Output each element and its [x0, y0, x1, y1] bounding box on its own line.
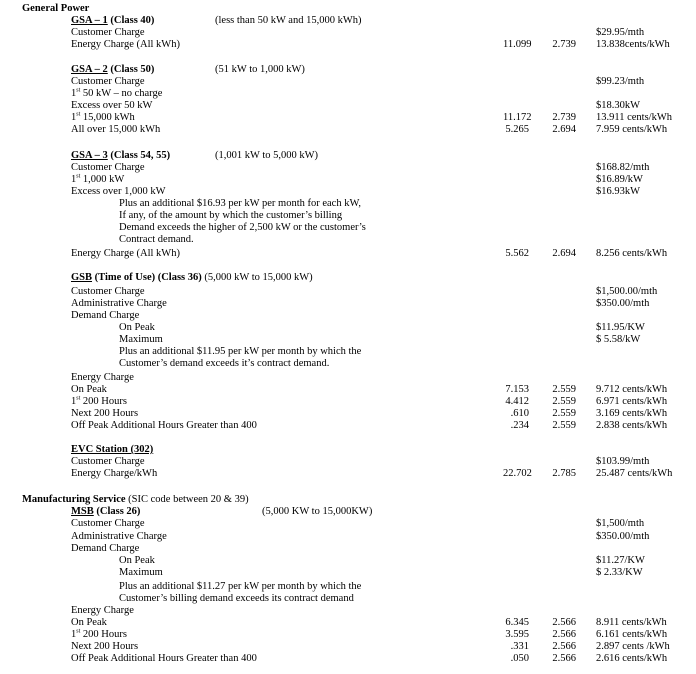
adjustment-value: 2.694 — [552, 124, 576, 135]
line-label — [71, 531, 167, 543]
line-13 — [0, 186, 696, 198]
base-rate-value: 11.172 — [503, 112, 532, 123]
line-text: 15,000 kWh — [80, 112, 135, 123]
line-text: Demand Charge — [71, 310, 140, 321]
line-text: Off Peak Additional Hours Greater than 400 — [71, 420, 257, 431]
line-text: Customer Charge — [71, 27, 145, 38]
line-text: Customer Charge — [71, 286, 145, 297]
adjustment-value: 2.559 — [552, 420, 576, 431]
line-text: Manufacturing Service — [22, 494, 126, 505]
line-label — [71, 617, 107, 629]
line-4 — [0, 64, 696, 76]
line-text: Off Peak Additional Hours Greater than 400 — [71, 653, 257, 664]
line-19 — [0, 272, 696, 284]
line-2 — [0, 27, 696, 39]
line-47 — [0, 641, 696, 653]
total-rate-value: $168.82/mth — [596, 162, 650, 173]
line-23 — [0, 322, 696, 334]
line-label — [71, 518, 145, 530]
base-rate-value: 7.153 — [505, 384, 529, 395]
line-22 — [0, 310, 696, 322]
total-rate-value: $11.95/KW — [596, 322, 645, 333]
rate-class-name: MSB — [71, 506, 94, 517]
line-7 — [0, 100, 696, 112]
line-41 — [0, 567, 696, 579]
total-rate-value: 8.256 cents/kWh — [596, 248, 668, 259]
line-label — [71, 162, 145, 174]
rate-class-name: GSA – 1 — [71, 15, 108, 26]
line-text: (Class 26) — [93, 506, 141, 517]
line-text: General Power — [22, 3, 90, 14]
line-5 — [0, 76, 696, 88]
line-3 — [0, 39, 696, 51]
line-21 — [0, 298, 696, 310]
line-label — [119, 210, 342, 222]
line-text: 1,000 kW — [80, 174, 125, 185]
base-rate-value: 4.412 — [505, 396, 529, 407]
total-rate-value: $350.00/mth — [596, 298, 650, 309]
total-rate-value: 9.712 cents/kWh — [596, 384, 668, 395]
line-label — [119, 555, 155, 567]
line-31 — [0, 420, 696, 432]
line-text: 1 — [71, 112, 77, 123]
total-rate-value: 13.838cents/kWh — [596, 39, 670, 50]
line-text: Administrative Charge — [71, 298, 167, 309]
line-24 — [0, 334, 696, 346]
class-range-note: (1,001 kW to 5,000 kW) — [215, 150, 319, 161]
line-10 — [0, 150, 696, 162]
line-text: On Peak — [119, 322, 155, 333]
base-rate-value: .050 — [510, 653, 529, 664]
total-rate-value: $11.27/KW — [596, 555, 645, 566]
line-0 — [0, 3, 696, 15]
line-label — [71, 272, 313, 284]
line-43 — [0, 593, 696, 605]
ordinal-suffix: st — [76, 173, 81, 180]
line-text: Demand Charge — [71, 543, 140, 554]
line-38 — [0, 531, 696, 543]
line-17 — [0, 234, 696, 246]
line-text: Administrative Charge — [71, 531, 167, 542]
line-label — [119, 346, 361, 358]
line-32 — [0, 444, 696, 456]
adjustment-value: 2.739 — [552, 112, 576, 123]
line-8 — [0, 112, 696, 124]
line-26 — [0, 358, 696, 370]
line-label — [71, 174, 124, 186]
line-text: Plus an additional $11.95 per kW per month by which the — [119, 346, 362, 357]
rate-class-name: GSA – 2 — [71, 64, 108, 75]
line-label — [119, 593, 354, 605]
line-text: (Class 50) — [107, 64, 155, 75]
total-rate-value: $29.95/mth — [596, 27, 645, 38]
line-label — [71, 396, 127, 408]
line-label — [119, 222, 366, 234]
base-rate-value: 11.099 — [503, 39, 532, 50]
line-text: 1 — [71, 396, 77, 407]
total-rate-value: 25.487 cents/kWh — [596, 468, 673, 479]
line-text: Customer Charge — [71, 518, 145, 529]
base-rate-value: 5.265 — [505, 124, 529, 135]
line-14 — [0, 198, 696, 210]
line-text: If any, of the amount by which the customer’s billing — [119, 210, 343, 221]
line-label — [71, 64, 154, 76]
total-rate-value: 6.161 cents/kWh — [596, 629, 668, 640]
line-text: Excess over 50 kW — [71, 100, 153, 111]
ordinal-suffix: st — [76, 628, 81, 635]
line-40 — [0, 555, 696, 567]
line-label — [119, 198, 361, 210]
line-label — [71, 100, 152, 112]
line-label — [71, 27, 145, 39]
line-text: Plus an additional $11.27 per kW per month by which the — [119, 581, 362, 592]
line-27 — [0, 372, 696, 384]
line-label — [71, 641, 138, 653]
adjustment-value: 2.559 — [552, 408, 576, 419]
line-text: On Peak — [71, 384, 107, 395]
line-37 — [0, 518, 696, 530]
line-text: Customer Charge — [71, 456, 145, 467]
line-text: (5,000 kW to 15,000 kW) — [201, 272, 313, 283]
line-text: Demand exceeds the higher of 2,500 kW or the customer’s — [119, 222, 366, 233]
line-44 — [0, 605, 696, 617]
adjustment-value: 2.785 — [552, 468, 576, 479]
line-text: On Peak — [71, 617, 107, 628]
line-9 — [0, 124, 696, 136]
line-text: On Peak — [119, 555, 155, 566]
line-text: 200 Hours — [80, 396, 127, 407]
line-text: Maximum — [119, 334, 163, 345]
total-rate-value: $16.93kW — [596, 186, 641, 197]
line-text: Excess over 1,000 kW — [71, 186, 166, 197]
line-16 — [0, 222, 696, 234]
line-label — [71, 88, 162, 100]
line-label — [22, 494, 249, 506]
rate-class-name: GSB — [71, 272, 93, 283]
rate-class-name: GSA – 3 — [71, 150, 108, 161]
line-label — [71, 468, 157, 480]
total-rate-value: $18.30kW — [596, 100, 641, 111]
line-label — [71, 408, 138, 420]
adjustment-value: 2.566 — [552, 617, 576, 628]
line-text: Contract demand. — [119, 234, 194, 245]
line-11 — [0, 162, 696, 174]
total-rate-value: $16.89/kW — [596, 174, 643, 185]
total-rate-value: 2.838 cents/kWh — [596, 420, 668, 431]
line-label — [71, 124, 160, 136]
line-label — [71, 248, 180, 260]
line-text: Energy Charge (All kWh) — [71, 248, 180, 259]
adjustment-value: 2.694 — [552, 248, 576, 259]
line-28 — [0, 384, 696, 396]
total-rate-value: $99.23/mth — [596, 76, 645, 87]
line-text: Customer’s demand exceeds it’s contract demand. — [119, 358, 330, 369]
line-label — [71, 310, 139, 322]
line-25 — [0, 346, 696, 358]
line-12 — [0, 174, 696, 186]
line-text: All over 15,000 kWh — [71, 124, 161, 135]
total-rate-value: $103.99/mth — [596, 456, 650, 467]
ordinal-suffix: st — [76, 87, 81, 94]
total-rate-value: 13.911 cents/kWh — [596, 112, 673, 123]
line-label — [119, 322, 155, 334]
line-18 — [0, 248, 696, 260]
line-48 — [0, 653, 696, 665]
total-rate-value: 3.169 cents/kWh — [596, 408, 668, 419]
ordinal-suffix: st — [76, 395, 81, 402]
line-label — [71, 384, 107, 396]
adjustment-value: 2.566 — [552, 653, 576, 664]
line-39 — [0, 543, 696, 555]
line-label — [71, 298, 167, 310]
line-label — [71, 605, 134, 617]
line-text: 1 — [71, 88, 77, 99]
total-rate-value: 2.616 cents/kWh — [596, 653, 668, 664]
line-text: Customer’s billing demand exceeds its contract demand — [119, 593, 354, 604]
line-45 — [0, 617, 696, 629]
line-34 — [0, 468, 696, 480]
line-label — [119, 334, 163, 346]
total-rate-value: $350.00/mth — [596, 531, 650, 542]
line-label — [119, 234, 194, 246]
line-6 — [0, 88, 696, 100]
ordinal-suffix: st — [76, 111, 81, 118]
line-text: Maximum — [119, 567, 163, 578]
line-35 — [0, 494, 696, 506]
line-label — [71, 39, 180, 51]
line-label — [71, 112, 135, 124]
line-20 — [0, 286, 696, 298]
line-text: 1 — [71, 629, 77, 640]
base-rate-value: 5.562 — [505, 248, 529, 259]
line-label — [71, 76, 145, 88]
line-label — [71, 506, 140, 518]
total-rate-value: $ 5.58/kW — [596, 334, 641, 345]
base-rate-value: .610 — [510, 408, 529, 419]
line-text: Energy Charge (All kWh) — [71, 39, 180, 50]
line-text: (Time of Use) (Class 36) — [92, 272, 202, 283]
line-label — [119, 358, 329, 370]
adjustment-value: 2.566 — [552, 629, 576, 640]
line-text: (Class 40) — [107, 15, 155, 26]
total-rate-value: 8.911 cents/kWh — [596, 617, 667, 628]
line-label — [71, 543, 139, 555]
line-label — [71, 456, 145, 468]
line-label — [119, 567, 163, 579]
line-36 — [0, 506, 696, 518]
base-rate-value: .331 — [510, 641, 529, 652]
class-range-note: (5,000 KW to 15,000KW) — [262, 506, 373, 517]
line-33 — [0, 456, 696, 468]
base-rate-value: .234 — [510, 420, 529, 431]
line-15 — [0, 210, 696, 222]
rate-class-name: EVC Station (302) — [71, 444, 154, 455]
total-rate-value: $ 2.33/KW — [596, 567, 643, 578]
total-rate-value: $1,500/mth — [596, 518, 645, 529]
line-text: Customer Charge — [71, 162, 145, 173]
base-rate-value: 6.345 — [505, 617, 529, 628]
line-text: Next 200 Hours — [71, 408, 139, 419]
line-label — [71, 653, 257, 665]
line-text: (Class 54, 55) — [107, 150, 171, 161]
line-label — [71, 372, 134, 384]
adjustment-value: 2.739 — [552, 39, 576, 50]
line-label — [71, 186, 165, 198]
line-text: (SIC code between 20 & 39) — [125, 494, 249, 505]
line-46 — [0, 629, 696, 641]
class-range-note: (51 kW to 1,000 kW) — [215, 64, 305, 75]
line-text: Energy Charge/kWh — [71, 468, 158, 479]
base-rate-value: 22.702 — [503, 468, 532, 479]
line-text: 200 Hours — [80, 629, 127, 640]
line-text: Energy Charge — [71, 372, 134, 383]
line-text: 1 — [71, 174, 77, 185]
line-label — [22, 3, 89, 15]
line-label — [71, 286, 145, 298]
line-42 — [0, 581, 696, 593]
line-text: Customer Charge — [71, 76, 145, 87]
line-label — [71, 444, 153, 456]
line-label — [71, 629, 127, 641]
line-text: Energy Charge — [71, 605, 134, 616]
line-label — [71, 150, 170, 162]
total-rate-value: 2.897 cents /kWh — [596, 641, 670, 652]
line-label — [71, 15, 154, 27]
line-text: 50 kW – no charge — [80, 88, 163, 99]
total-rate-value: 6.971 cents/kWh — [596, 396, 668, 407]
line-text: Plus an additional $16.93 per kW per month for each kW, — [119, 198, 362, 209]
line-29 — [0, 396, 696, 408]
class-range-note: (less than 50 kW and 15,000 kWh) — [215, 15, 362, 26]
line-30 — [0, 408, 696, 420]
adjustment-value: 2.559 — [552, 396, 576, 407]
line-label — [71, 420, 257, 432]
line-label — [119, 581, 361, 593]
total-rate-value: $1,500.00/mth — [596, 286, 658, 297]
line-text: Next 200 Hours — [71, 641, 139, 652]
adjustment-value: 2.559 — [552, 384, 576, 395]
base-rate-value: 3.595 — [505, 629, 529, 640]
line-1 — [0, 15, 696, 27]
total-rate-value: 7.959 cents/kWh — [596, 124, 668, 135]
adjustment-value: 2.566 — [552, 641, 576, 652]
